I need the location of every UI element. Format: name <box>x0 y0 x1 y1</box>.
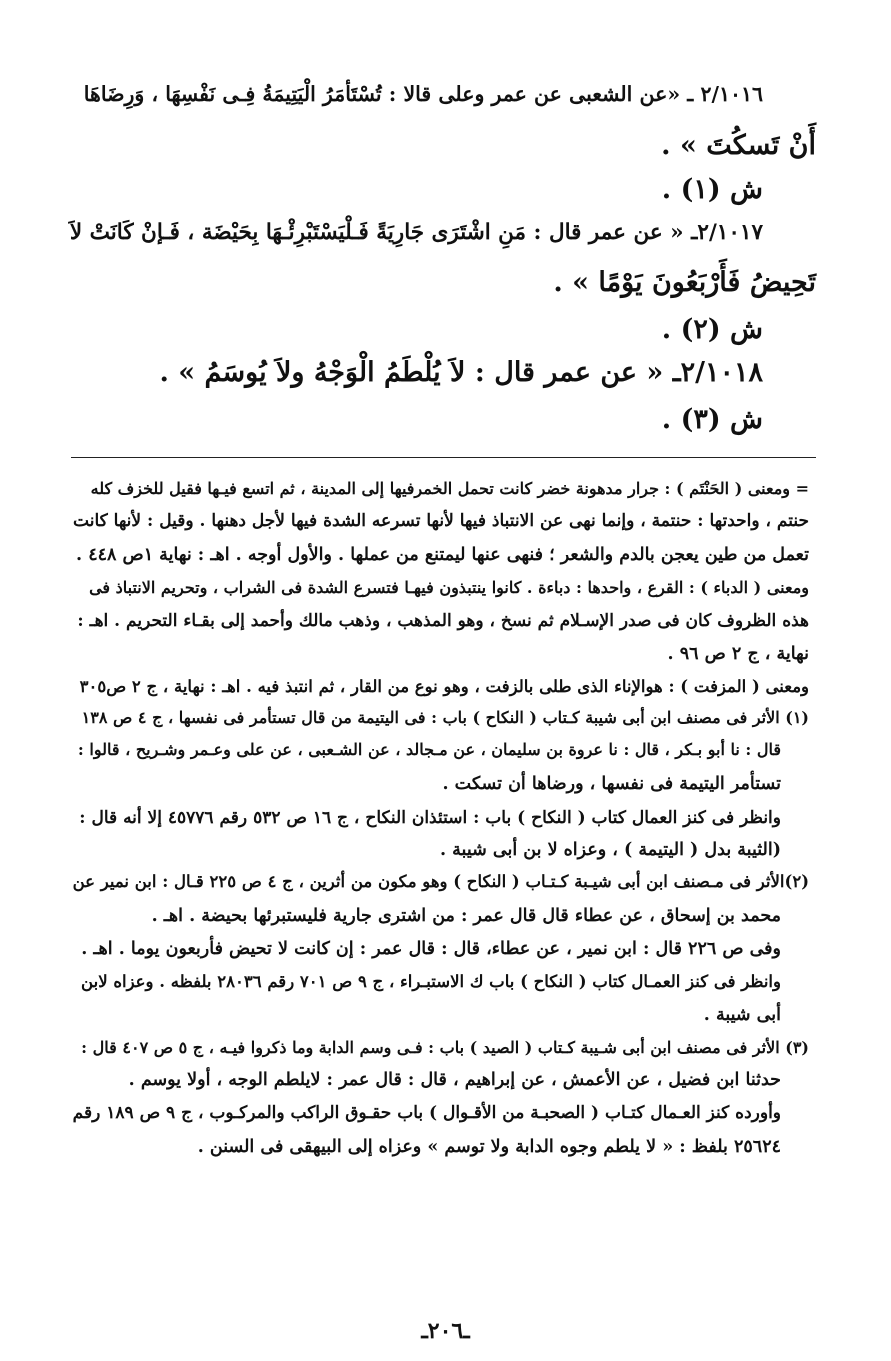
main-line: ٢/١٠١٨ـ « عن عمر قال : لاَ يُلْطَمُ الْوَجْهُ ولاَ يُوسَمُ » . <box>159 357 763 388</box>
footnote-line: نهاية ، ج ٢ ص ٩٦ . <box>667 644 809 664</box>
footnote-line: تستأمر اليتيمة فى نفسها ، ورضاها أن تسكت . <box>442 774 781 794</box>
main-line: ش (٢) . <box>661 314 763 345</box>
footnote-line: (الثيبة بدل ( اليتيمة ) ، وعزاه لا بن أبى شيبة . <box>439 840 781 860</box>
footnote-line: محمد بن إسحاق ، عن عطاء قال قال عمر : من اشترى جارية فليستبرئها بحيضة . اهـ . <box>151 906 781 926</box>
page-number: ـ٢٠٦ـ <box>421 1318 470 1344</box>
footnote-line: (١) الأثر فى مصنف ابن أبى شيبة كـتاب ( النكاح ) باب : فى اليتيمة من قال تستأمر فى نفسها ، ج ٤ ص ١٣٨ <box>81 708 809 727</box>
footnote-line: وانظر فى كنز العمـال كتاب ( النكاح ) باب ك الاستبـراء ، ج ٩ ص ٧٠١ رقم ٢٨٠٣٦ بلفظه . وعزاه لابن <box>81 972 781 991</box>
footnote-line: (٣) الأثر فى مصنف ابن أبى شـيبة كـتاب ( الصيد ) باب : فـى وسم الدابة وما ذكروا فيـه ، ج ٥ ص ٤٠٧ قال : <box>81 1038 809 1057</box>
footnote-line: حنتم ، واحدتها : حنتمة ، وإنما نهى عن الانتباذ فيها لأنها تسرعه الشدة فيها لأجل دهنها . وقيل : لأنها كانت <box>73 511 809 531</box>
main-line: ٢/١٠١٦ ـ «عن الشعبى عن عمر وعلى قالا : تُسْتَأمَرُ الْيَتِيمَةُ فِـى نَفْسِهَا ، وَرِضَاهَا <box>83 82 763 106</box>
footnote-line: هذه الظروف كان فى صدر الإسـلام ثم نسخ ، وهو المذهب ، وذهب مالك وأحمد إلى بقـاء التحريم . اهـ : <box>77 611 809 631</box>
footnote-line: (٢)الأثر فى مـصنف ابن أبى شيـبة كـتـاب ( النكاح ) وهو مكون من أثرين ، ج ٤ ص ٢٢٥ قـال : ابن نمير عن <box>72 872 809 891</box>
footnote-separator <box>71 457 816 458</box>
main-line: ش (٣) . <box>661 404 763 435</box>
footnote-line: ومعنى ( الدباء ) : القرع ، واحدها : دباءة . كانوا ينتبذون فيهـا فتسرع الشدة فى الشراب ، وتحريم الانتباذ فى <box>89 578 809 597</box>
footnote-line: وانظر فى كنز العمال كتاب ( النكاح ) باب : استئذان النكاح ، ج ١٦ ص ٥٣٢ رقم ٤٥٧٧٦ إلا أنه قال : <box>79 808 781 828</box>
main-line: ٢/١٠١٧ـ « عن عمر قال : مَنِ اشْتَرَى جَارِيَةً فَـلْيَسْتَبْرِئْـهَا بِحَيْضَة ، فَـإنْ كَانَتْ لاَ <box>69 220 763 245</box>
footnote-line: وأورده كنز العـمال كتـاب ( الصحبـة من الأقـوال ) باب حقـوق الراكب والمركـوب ، ج ٩ ص ١٨٩ رقم <box>72 1103 781 1123</box>
footnote-line: = ومعنى ( الحَنْتَم ) : جرار مدهونة خضر كانت تحمل الخمرفيها إلى المدينة ، ثم اتسع فيـها فقيل للخزف كله <box>90 479 809 498</box>
footnote-line: قال : نا أبو بـكر ، قال : نا عروة بن سليمان ، عن مـجالد ، عن الشـعبى ، عن على وعـمر وشـريح ، قالوا : <box>77 740 781 759</box>
main-line: ش (١) . <box>661 174 763 205</box>
footnote-line: حدثنا ابن فضيل ، عن الأعمش ، عن إبراهيم ، قال : قال عمر : لايلطم الوجه ، أولا يوسم . <box>128 1070 781 1090</box>
footnote-line: ٢٥٦٢٤ بلفظ : « لا يلطم وجوه الدابة ولا توسم » وعزاه إلى البيهقى فى السنن . <box>197 1137 781 1157</box>
main-line: تَحِيضُ فَأَرْبَعُونَ يَوْمًا » . <box>553 267 816 298</box>
footnote-line: ومعنى ( المزفت ) : هوالإناء الذى طلى بالزفت ، وهو نوع من القار ، ثم انتبذ فيه . اهـ : نهاية ، ج ٢ ص٣٠٥ <box>79 677 809 696</box>
footnote-line: أبى شيبة . <box>703 1005 781 1025</box>
footnote-line: تعمل من طين يعجن بالدم والشعر ؛ فنهى عنها ليمتنع من عملها . والأول أوجه . اهـ : نهاية ١ص ٤٤٨ . <box>76 545 809 565</box>
footnote-line: وفى ص ٢٢٦ قال : ابن نمير ، عن عطاء، قال : قال عمر : إن كانت لا تحيض فأربعون يوما . اهـ . <box>81 939 781 959</box>
main-line: أَنْ تَسكُتَ » . <box>661 130 816 161</box>
